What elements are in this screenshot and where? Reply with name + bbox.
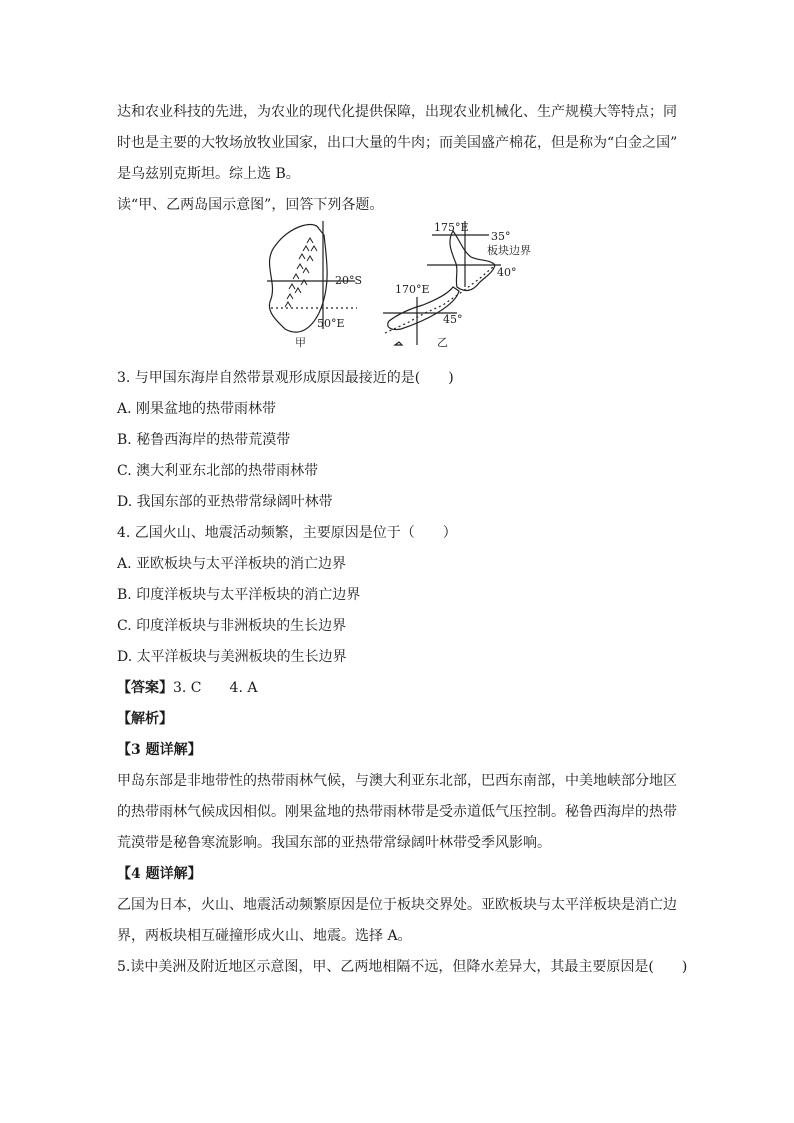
q3-option-b: B. 秘鲁西海岸的热带荒漠带 [117,432,291,448]
answer-3: 3. C [173,680,202,696]
answer-line [117,673,687,704]
q3-option-d: D. 我国东部的亚热带常绿阔叶林带 [117,494,333,510]
map-a-caption: 甲 [295,336,306,349]
q4-option-b: B. 印度洋板块与太平洋板块的消亡边界 [117,587,361,603]
map-b-lon1-label: 175°E [434,221,469,234]
q4-option-d: D. 太平洋板块与美洲板块的生长边界 [117,649,347,665]
analysis-label: 【解析】 [117,711,173,727]
detail-4-label: 【4 题详解】 [117,866,202,882]
q3-stem: 3. 与甲国东海岸自然带景观形成原因最接近的是( ) [117,370,454,386]
intro-line-1: 达和农业科技的先进，为农业的现代化提供保障，出现农业机械化、生产规模大等特点；同 [117,104,677,120]
document-page [117,97,687,983]
map-a-lat-label: 20°S [335,274,363,287]
map-b-lon2-label: 170°E [395,283,430,296]
intro-line-3: 是乌兹别克斯坦。综上选 B。 [117,166,300,182]
map-b-lat2-label: 40° [497,266,517,279]
detail-4-line-1: 乙国为日本，火山、地震活动频繁原因是位于板块交界处。亚欧板块与太平洋板块是消亡边 [117,897,677,913]
question-prompt: 读“甲、乙两岛国示意图”，回答下列各题。 [117,197,384,213]
island-maps-figure [257,221,557,363]
q4-stem: 4. 乙国火山、地震活动频繁，主要原因是位于（ ） [117,525,457,541]
q3-option-c: C. 澳大利亚东北部的热带雨林带 [117,463,319,479]
detail-3-line-2: 的热带雨林气候成因相似。刚果盆地的热带雨林带是受赤道低气压控制。秘鲁西海岸的热带 [117,804,677,820]
detail-4-line-2: 界，两板块相互碰撞形成火山、地震。选择 A。 [117,928,412,944]
answer-label: 【答案】 [117,680,173,696]
map-b-lat1-label: 35° [491,230,511,243]
q5-stem: 5.读中美洲及附近地区示意图，甲、乙两地相隔不远，但降水差异大，其最主要原因是( ) [117,959,688,975]
island-maps [257,221,557,363]
q4-option-a: A. 亚欧板块与太平洋板块的消亡边界 [117,556,347,572]
map-b-caption: 乙 [437,336,448,349]
answer-4: 4. A [229,680,258,696]
q4-option-c: C. 印度洋板块与非洲板块的生长边界 [117,618,347,634]
rainforest-symbols [285,238,317,307]
detail-3-line-3: 荒漠带是秘鲁寒流影响。我国东部的亚热带常绿阔叶林带受季风影响。 [117,835,551,851]
map-b-lat3-label: 45° [443,313,463,326]
detail-3-label: 【3 题详解】 [117,742,202,758]
intro-line-2: 时也是主要的大牧场放牧业国家，出口大量的牛肉；而美国盛产棉花，但是称为“白金之国” [117,135,678,151]
map-a-lon-label: 50°E [317,317,345,330]
detail-3-line-1: 甲岛东部是非地带性的热带雨林气候，与澳大利亚东北部，巴西东南部，中美地峡部分地区 [117,773,677,789]
q3-option-a: A. 刚果盆地的热带雨林带 [117,401,277,417]
map-b-boundary-label: 板块边界 [487,244,531,257]
